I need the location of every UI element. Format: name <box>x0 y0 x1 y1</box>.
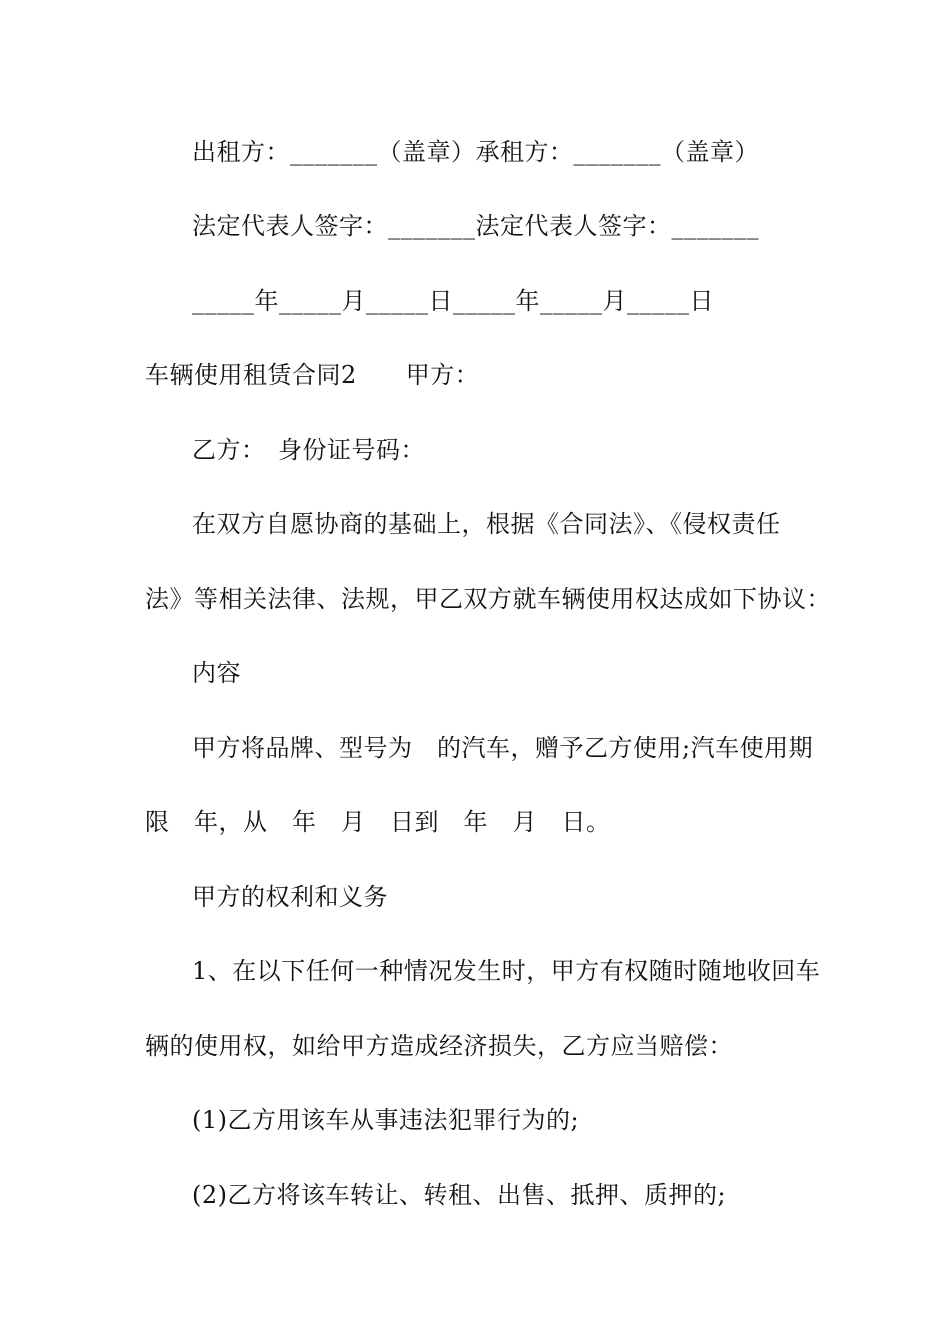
preamble-line-2: 法》等相关法律、法规，甲乙双方就车辆使用权达成如下协议： <box>145 585 831 613</box>
signature-line-dates: _____年_____月_____日_____年_____月_____日 <box>192 287 714 315</box>
signature-line-representatives: 法定代表人签字：_______法定代表人签字：_______ <box>192 212 759 240</box>
section-heading-rights: 甲方的权利和义务 <box>192 883 388 911</box>
clause-1-item-2: (2)乙方将该车转让、转租、出售、抵押、质押的; <box>192 1181 727 1209</box>
clause-1-item-1: (1)乙方用该车从事违法犯罪行为的; <box>192 1106 580 1134</box>
preamble-line-1: 在双方自愿协商的基础上，根据《合同法》、《侵权责任 <box>192 510 781 538</box>
content-paragraph-line-2: 限 年，从 年 月 日到 年 月 日。 <box>145 808 611 836</box>
contract-title-line: 车辆使用租赁合同2 甲方： <box>145 361 480 389</box>
section-heading-content: 内容 <box>192 659 241 687</box>
signature-line-stamps: 出租方：_______（盖章）承租方：_______（盖章） <box>192 138 759 166</box>
content-paragraph-line-1: 甲方将品牌、型号为 的汽车，赠予乙方使用;汽车使用期 <box>192 734 814 762</box>
party-b-line: 乙方： 身份证号码： <box>192 436 425 464</box>
clause-1-line-1: 1、在以下任何一种情况发生时，甲方有权随时随地收回车 <box>192 957 821 985</box>
clause-1-line-2: 辆的使用权，如给甲方造成经济损失，乙方应当赔偿： <box>145 1032 733 1060</box>
